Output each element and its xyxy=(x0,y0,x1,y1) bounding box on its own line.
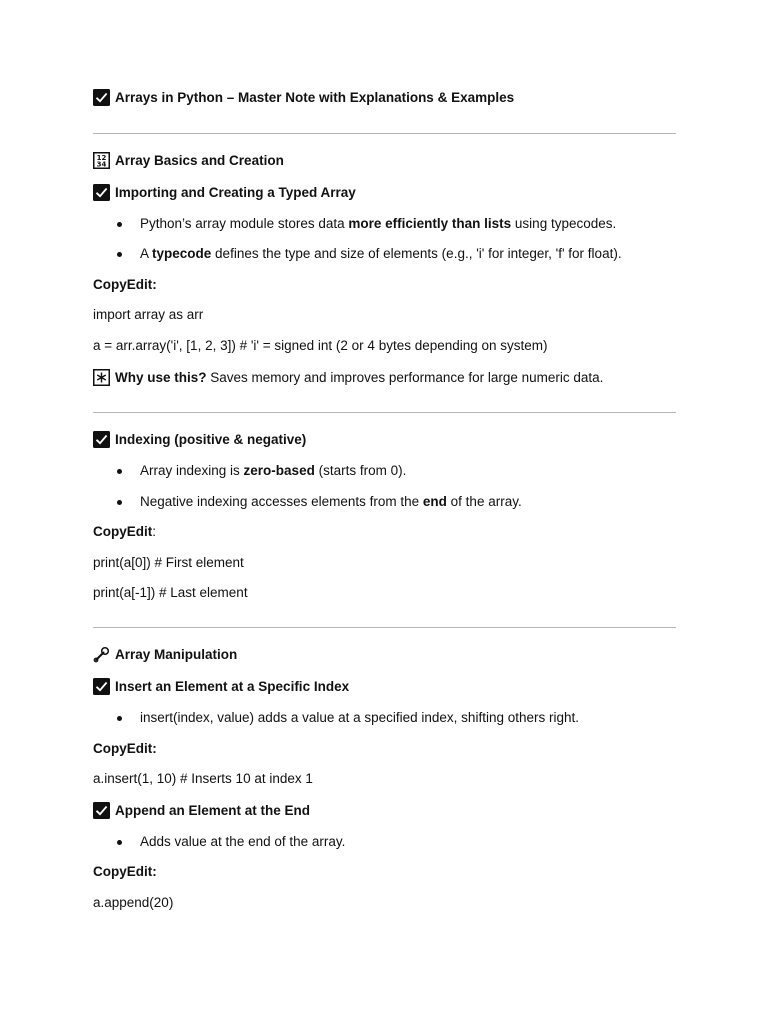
document-title: Arrays in Python – Master Note with Explanations & Examples xyxy=(93,89,698,107)
code-line: import array as arr xyxy=(93,307,204,322)
copy-edit-label: CopyEdit: xyxy=(93,277,157,292)
check-box-icon xyxy=(93,802,110,819)
code-line: print(a[-1]) # Last element xyxy=(93,585,248,600)
bullet-dot xyxy=(117,716,122,721)
svg-text:34: 34 xyxy=(96,160,107,169)
wrench-icon xyxy=(93,646,110,663)
bullet-item: Negative indexing accesses elements from the end of the array. xyxy=(140,494,522,509)
divider xyxy=(93,412,676,413)
svg-text:12: 12 xyxy=(96,154,107,162)
numbers-icon xyxy=(93,152,110,169)
bullet-dot xyxy=(117,840,122,845)
bullet-item: Array indexing is zero-based (starts from 0). xyxy=(140,463,407,478)
bullet-dot xyxy=(117,252,122,257)
check-box-icon xyxy=(93,184,110,201)
divider xyxy=(93,627,676,628)
bullet-dot xyxy=(117,500,122,505)
bullet-dot xyxy=(117,222,122,227)
code-line: a.insert(1, 10) # Inserts 10 at index 1 xyxy=(93,771,313,786)
subheading-append: Append an Element at the End xyxy=(93,802,698,820)
bullet-item: A typecode defines the type and size of elements (e.g., 'i' for integer, 'f' for float). xyxy=(140,246,622,261)
section-heading-manipulation: Array Manipulation xyxy=(93,646,698,664)
copy-edit-label: CopyEdit: xyxy=(93,524,157,539)
code-line: a = arr.array('i', [1, 2, 3]) # 'i' = signed int (2 or 4 bytes depending on system) xyxy=(93,338,548,353)
check-box-icon xyxy=(93,431,110,448)
copy-edit-label: CopyEdit: xyxy=(93,864,157,879)
subheading-importing: Importing and Creating a Typed Array xyxy=(93,184,698,202)
copy-edit-label: CopyEdit: xyxy=(93,741,157,756)
code-line: print(a[0]) # First element xyxy=(93,555,244,570)
bullet-item: Python’s array module stores data more efficiently than lists using typecodes. xyxy=(140,216,617,231)
subheading-insert: Insert an Element at a Specific Index xyxy=(93,678,698,696)
subheading-indexing: Indexing (positive & negative) xyxy=(93,431,698,449)
section-heading-basics: 12 34 Array Basics and Creation xyxy=(93,152,698,170)
divider xyxy=(93,133,676,134)
check-box-icon xyxy=(93,89,110,106)
why-use-note: Why use this? Saves memory and improves performance for large numeric data. xyxy=(93,369,698,387)
asterisk-box-icon xyxy=(93,369,110,386)
bullet-item: insert(index, value) adds a value at a specified index, shifting others right. xyxy=(140,710,579,725)
bullet-dot xyxy=(117,469,122,474)
bullet-item: Adds value at the end of the array. xyxy=(140,834,346,849)
code-line: a.append(20) xyxy=(93,895,174,910)
check-box-icon xyxy=(93,678,110,695)
